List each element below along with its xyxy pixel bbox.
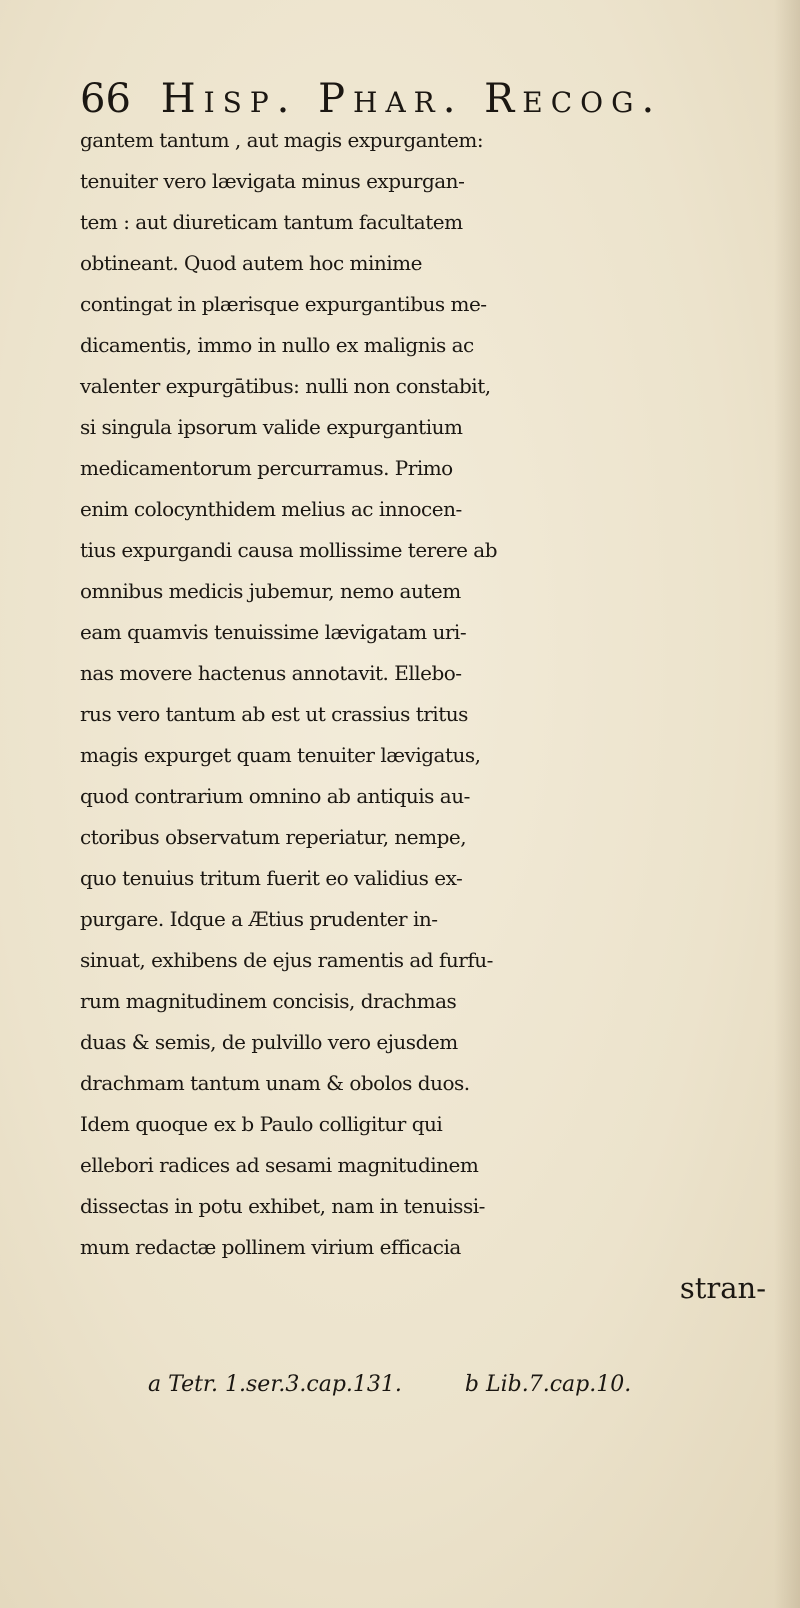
text-line: quo tenuius tritum fuerit eo validius ex- xyxy=(80,866,463,890)
text-line: rum magnitudinem concisis, drachmas xyxy=(80,989,457,1013)
text-line: ellebori radices ad sesami magnitudinem xyxy=(80,1153,479,1177)
running-title: Hisp. Phar. Recog. xyxy=(160,76,663,122)
text-line: quod contrarium omnino ab antiquis au- xyxy=(80,784,470,808)
text-line: gantem tantum , aut magis expurgantem: xyxy=(80,128,484,152)
text-line: Idem quoque ex b Paulo colligitur qui xyxy=(80,1112,443,1136)
text-line: si singula ipsorum valide expurgantium xyxy=(80,415,463,439)
footnote-a: a Tetr. 1.ser.3.cap.131. xyxy=(148,1372,402,1397)
page-header xyxy=(80,74,720,124)
text-line: purgare. Idque a Ætius prudenter in- xyxy=(80,907,438,931)
footnotes xyxy=(148,1367,748,1403)
text-line: tem : aut diureticam tantum facultatem xyxy=(80,210,463,234)
text-line: nas movere hactenus annotavit. Ellebo- xyxy=(80,661,462,685)
text-line: omnibus medicis jubemur, nemo autem xyxy=(80,579,461,603)
text-line: dissectas in potu exhibet, nam in tenuissi- xyxy=(80,1194,485,1218)
text-line: valenter expurgātibus: nulli non constabit, xyxy=(80,374,491,398)
text-line: sinuat, exhibens de ejus ramentis ad furfu- xyxy=(80,948,493,972)
text-line: enim colocynthidem melius ac innocen- xyxy=(80,497,462,521)
page-number: 66 xyxy=(80,76,131,122)
text-line: magis expurget quam tenuiter lævigatus, xyxy=(80,743,481,767)
text-line: ctoribus observatum reperiatur, nempe, xyxy=(80,825,467,849)
text-line: obtineant. Quod autem hoc minime xyxy=(80,251,422,275)
text-line: tius expurgandi causa mollissime terere ab xyxy=(80,538,498,562)
text-line: duas & semis, de pulvillo vero ejusdem xyxy=(80,1030,458,1054)
text-line: contingat in plærisque expurgantibus me- xyxy=(80,292,487,316)
text-line: mum redactæ pollinem virium efficacia xyxy=(80,1235,461,1259)
text-line: drachmam tantum unam & obolos duos. xyxy=(80,1071,470,1095)
text-line: dicamentis, immo in nullo ex malignis ac xyxy=(80,333,474,357)
text-line: tenuiter vero lævigata minus expurgan- xyxy=(80,169,465,193)
text-line: eam quamvis tenuissime lævigatam uri- xyxy=(80,620,467,644)
catchword: stran- xyxy=(679,1271,766,1305)
text-line: rus vero tantum ab est ut crassius tritus xyxy=(80,702,468,726)
footnote-b: b Lib.7.cap.10. xyxy=(464,1372,632,1397)
body-text xyxy=(80,120,780,1309)
text-line: medicamentorum percurramus. Primo xyxy=(80,456,453,480)
